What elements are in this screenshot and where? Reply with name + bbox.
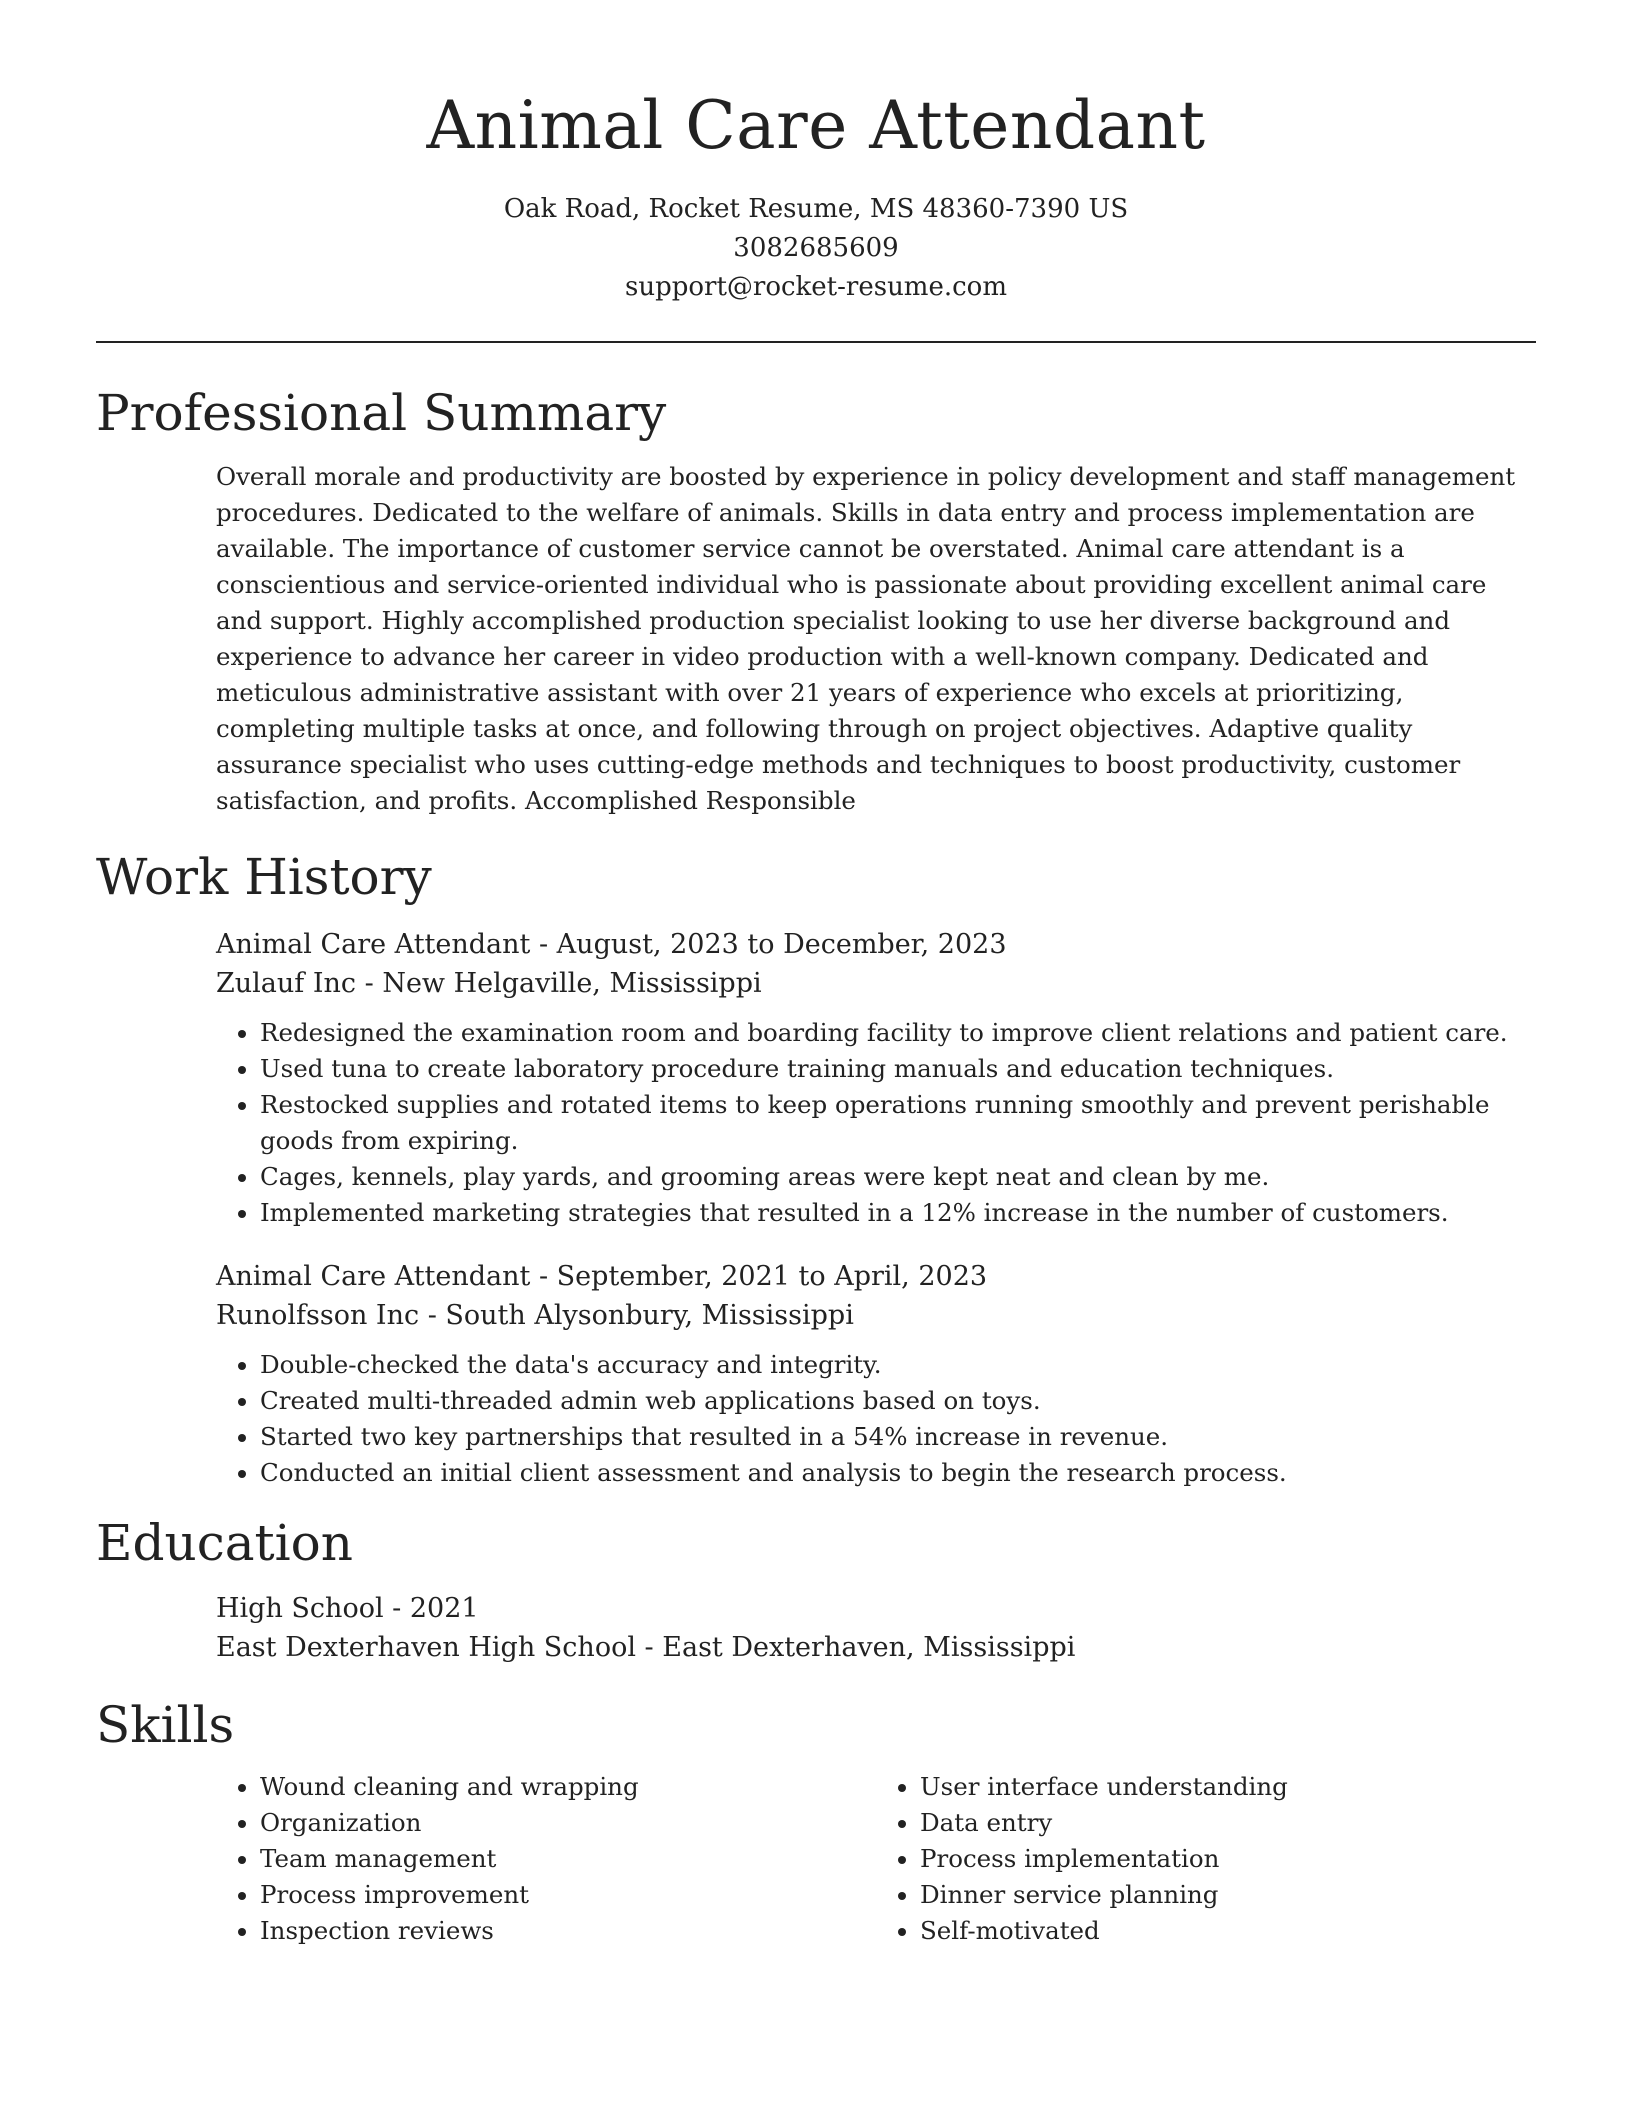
skills-list-right <box>876 1769 1536 1949</box>
work-history-heading: Work History <box>96 848 432 906</box>
skill-item: • Dinner service planning <box>920 1877 1536 1913</box>
job-location: - New Helgaville, Mississippi <box>356 968 762 999</box>
skill-item: • Process improvement <box>260 1877 876 1913</box>
skills-columns <box>216 1769 1536 1949</box>
job-position: Animal Care Attendant <box>216 1261 531 1292</box>
job-bullet: • Conducted an initial client assessment and analysis to begin the research process. <box>260 1455 1536 1491</box>
job-bullets <box>216 1347 1536 1491</box>
job-company-line <box>216 1296 1536 1335</box>
job-position: Animal Care Attendant <box>216 929 531 960</box>
job-entry <box>216 1257 1536 1491</box>
job-dates: - September, 2021 to April, 2023 <box>530 1261 988 1292</box>
contact-info <box>96 190 1536 307</box>
job-company: Zulauf Inc <box>216 968 357 999</box>
job-bullets <box>216 1015 1536 1231</box>
email: support@rocket-resume.com <box>624 272 1007 302</box>
candidate-name: Animal Care Attendant <box>426 87 1206 164</box>
education-school-line <box>216 1628 1536 1667</box>
job-entry <box>216 925 1536 1231</box>
skill-item: • Team management <box>260 1841 876 1877</box>
education-section <box>96 1511 1536 1667</box>
address: Oak Road, Rocket Resume, MS 48360-7390 US <box>503 194 1129 224</box>
education-degree: High School <box>216 1593 384 1624</box>
education-heading: Education <box>96 1514 353 1572</box>
skill-item: • Process implementation <box>920 1841 1536 1877</box>
job-bullet: • Started two key partnerships that resulted in a 54% increase in revenue. <box>260 1419 1536 1455</box>
job-bullet: • Created multi-threaded admin web applications based on toys. <box>260 1383 1536 1419</box>
skill-item: • Inspection reviews <box>260 1913 876 1949</box>
skill-item: • User interface understanding <box>920 1769 1536 1805</box>
skill-item: • Data entry <box>920 1805 1536 1841</box>
job-bullet: • Redesigned the examination room and boarding facility to improve client relations and patient care. <box>260 1015 1536 1051</box>
job-company: Runolfsson Inc <box>216 1300 420 1331</box>
education-year: - 2021 <box>383 1593 479 1624</box>
summary-heading: Professional Summary <box>96 384 667 442</box>
job-bullet: • Used tuna to create laboratory procedure training manuals and education techniques. <box>260 1051 1536 1087</box>
skill-item: • Wound cleaning and wrapping <box>260 1769 876 1805</box>
job-company-line <box>216 964 1536 1003</box>
job-bullet: • Cages, kennels, play yards, and grooming areas were kept neat and clean by me. <box>260 1159 1536 1195</box>
resume-page <box>96 0 1536 1949</box>
resume-header <box>96 0 1536 307</box>
education-school: East Dexterhaven High School <box>216 1632 636 1663</box>
header-divider <box>96 341 1536 343</box>
job-dates: - August, 2023 to December, 2023 <box>530 929 1007 960</box>
summary-section <box>96 381 1536 819</box>
job-location: - South Alysonbury, Mississippi <box>419 1300 854 1331</box>
summary-text: Overall morale and productivity are boosted by experience in policy development and staff management procedures. Dedicated to the welfare of animals. Skills in data entry and process implementation are available. The importance of customer service cannot be overstated. Animal care attendant is a conscientious and service-oriented individual who is passionate about providing excellent animal care and support. Highly accomplished production specialist looking to use her diverse background and experience to advance her career in video production with a well-known company. Dedicated and meticulous administrative assistant with over 21 years of experience who excels at prioritizing, completing multiple tasks at once, and following through on project objectives. Adaptive quality assurance specialist who uses cutting-edge methods and techniques to boost productivity, customer satisfaction, and profits. Accomplished Responsible <box>216 462 1516 815</box>
work-history-section <box>96 845 1536 1491</box>
job-title-line <box>216 925 1536 964</box>
education-location: - East Dexterhaven, Mississippi <box>635 1632 1076 1663</box>
job-bullet: • Implemented marketing strategies that resulted in a 12% increase in the number of customers. <box>260 1195 1536 1231</box>
skills-heading: Skills <box>96 1696 235 1754</box>
education-entry <box>216 1589 1536 1667</box>
skill-item: • Self-motivated <box>920 1913 1536 1949</box>
education-degree-line <box>216 1589 1536 1628</box>
skills-list-left <box>216 1769 876 1949</box>
phone: 3082685609 <box>733 233 899 263</box>
job-bullet: • Double-checked the data's accuracy and integrity. <box>260 1347 1536 1383</box>
job-bullet: • Restocked supplies and rotated items to keep operations running smoothly and prevent perishable goods from expiring. <box>260 1087 1536 1159</box>
skills-section <box>96 1693 1536 1949</box>
skill-item: • Organization <box>260 1805 876 1841</box>
job-title-line <box>216 1257 1536 1296</box>
